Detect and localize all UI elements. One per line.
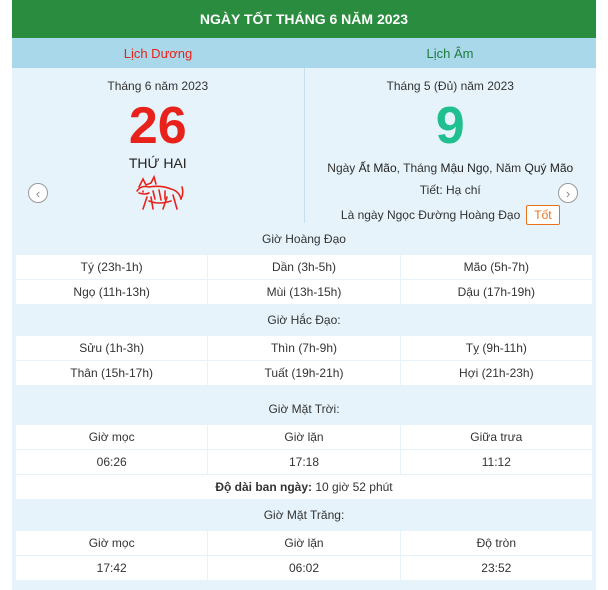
can-chi-line: [327, 161, 573, 175]
column-header: Giờ lặn: [208, 531, 399, 555]
status-badge: Tốt: [526, 205, 559, 225]
chevron-left-icon[interactable]: ‹: [28, 183, 48, 203]
hour-cell: Dần (3h-5h): [208, 255, 399, 279]
column-header: Giữa trưa: [401, 425, 592, 449]
sun-grid: [16, 425, 592, 474]
hour-cell: Thân (15h-17h): [16, 361, 207, 385]
hac-dao-grid: [16, 336, 592, 385]
solar-date: [12, 68, 305, 223]
hoang-dao-title: Giờ Hoàng Đạo: [262, 232, 346, 246]
hour-cell: Mùi (13h-15h): [208, 280, 399, 304]
date-panel: [12, 68, 596, 223]
thang-label: , Tháng: [396, 161, 441, 175]
noon-value: 11:12: [401, 450, 592, 474]
hour-cell: Thìn (7h-9h): [208, 336, 399, 360]
sunset-value: 17:18: [208, 450, 399, 474]
column-header: Giờ lặn: [208, 425, 399, 449]
page-title: NGÀY TỐT THÁNG 6 NĂM 2023: [12, 0, 596, 38]
hoang-dao-grid: [16, 255, 592, 304]
nam-value: Quý Mão: [524, 161, 574, 175]
moonset-value: 06:02: [208, 556, 399, 580]
solar-month: Tháng 6 năm 2023: [107, 79, 209, 93]
solar-day: 26: [128, 97, 187, 155]
cat-zodiac-icon: [131, 173, 185, 213]
moon-phase-value: 23:52: [401, 556, 592, 580]
column-header: Giờ mọc: [16, 531, 207, 555]
ngay-value: Ất Mão: [358, 161, 397, 175]
hour-cell: Tuất (19h-21h): [208, 361, 399, 385]
tiet-line: [420, 183, 481, 197]
calendar-type-bar: [12, 38, 596, 68]
moonrise-value: 17:42: [16, 556, 207, 580]
tiet-value: Hạ chí: [446, 183, 481, 197]
calendar-widget: [12, 0, 596, 590]
hour-cell: Ngọ (11h-13h): [16, 280, 207, 304]
hour-cell: Mão (5h-7h): [401, 255, 592, 279]
lunar-calendar-label: Lịch Âm: [426, 45, 474, 61]
column-header: Giờ mọc: [16, 425, 207, 449]
la-ngay-label: Là ngày: [340, 208, 387, 222]
chevron-right-icon[interactable]: ›: [558, 183, 578, 203]
solar-calendar-label: Lịch Dương: [123, 45, 193, 61]
hour-cell: Sửu (1h-3h): [16, 336, 207, 360]
lunar-month: Tháng 5 (Đủ) năm 2023: [386, 79, 514, 93]
ngay-label: Ngày: [327, 161, 359, 175]
sunrise-value: 06:26: [16, 450, 207, 474]
weekday: THỨ HAI: [128, 155, 187, 171]
moon-grid: [16, 531, 592, 580]
hour-cell: Tỵ (9h-11h): [401, 336, 592, 360]
la-ngay-value: Ngọc Đường Hoàng Đạo: [386, 208, 521, 222]
lunar-day: 9: [435, 97, 465, 155]
nam-label: , Năm: [489, 161, 525, 175]
sun-title: Giờ Mặt Trời:: [268, 402, 340, 416]
tiet-label: Tiết:: [419, 183, 447, 197]
day-length-row: [16, 475, 592, 499]
thang-value: Mậu Ngọ: [440, 161, 490, 175]
hour-cell: Hợi (21h-23h): [401, 361, 592, 385]
day-quality-line: [341, 205, 560, 225]
lunar-date: [305, 68, 597, 223]
day-length-value: 10 giờ 52 phút: [315, 480, 393, 494]
hac-dao-title: Giờ Hắc Đạo:: [267, 313, 341, 327]
hour-cell: Tý (23h-1h): [16, 255, 207, 279]
column-header: Độ tròn: [401, 531, 592, 555]
moon-title: Giờ Mặt Trăng:: [263, 508, 345, 522]
day-length-label: Độ dài ban ngày:: [215, 480, 313, 494]
hour-cell: Dậu (17h-19h): [401, 280, 592, 304]
